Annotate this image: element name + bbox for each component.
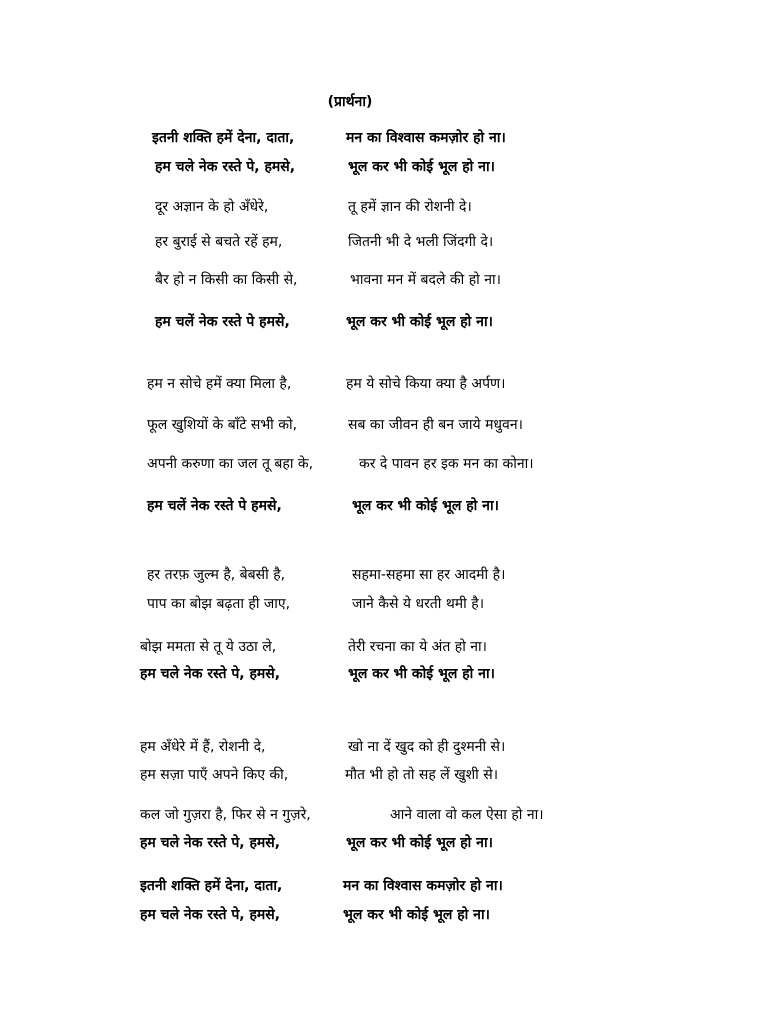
verse-line-right: भूल कर भी कोई भूल हो ना। bbox=[348, 159, 495, 175]
verse-line-right: भूल कर भी कोई भूल हो ना। bbox=[352, 498, 499, 514]
verse-line-left: हम चले नेक रस्ते पे, हमसे, bbox=[140, 666, 281, 682]
verse-line-left: फूल खुशियों के बाँटे सभी को, bbox=[147, 417, 298, 433]
verse-line bbox=[0, 904, 768, 926]
verse-line bbox=[0, 564, 768, 586]
verse-line-right: सहमा-सहमा सा हर आदमी है। bbox=[352, 567, 506, 583]
verse-line-left: बोझ ममता से तू ये उठा ले, bbox=[140, 639, 277, 655]
verse-line-left: हम न सोचे हमें क्या मिला है, bbox=[147, 376, 292, 392]
page-title: (प्रार्थना) bbox=[327, 94, 373, 110]
verse-line-left: हम चले नेक रस्ते पे, हमसे, bbox=[155, 159, 296, 175]
verse-line bbox=[0, 156, 768, 178]
verse-line bbox=[0, 414, 768, 436]
verse-line bbox=[0, 875, 768, 897]
verse-line-left: हम सज़ा पाएँ अपने किए की, bbox=[140, 767, 289, 783]
verse-line bbox=[0, 804, 768, 826]
verse-line-left: हम चलें नेक रस्ते पे हमसे, bbox=[147, 498, 282, 514]
verse-line bbox=[0, 311, 768, 333]
verse-line-right: कर दे पावन हर इक मन का कोना। bbox=[359, 456, 534, 472]
verse-line-left: हम चले नेक रस्ते पे, हमसे, bbox=[140, 907, 281, 923]
verse-line bbox=[0, 636, 768, 658]
verse-line-right: भूल कर भी कोई भूल हो ना। bbox=[346, 835, 493, 851]
verse-line-right: तू हमें ज्ञान की रोशनी दे। bbox=[348, 199, 472, 215]
verse-line bbox=[0, 196, 768, 218]
verse-line bbox=[0, 736, 768, 758]
verse-line-right: मन का विश्वास कमज़ोर हो ना। bbox=[346, 130, 506, 146]
verse-line bbox=[0, 663, 768, 685]
verse-line bbox=[0, 593, 768, 615]
verse-line-right: भावना मन में बदले की हो ना। bbox=[350, 272, 501, 288]
verse-line-left: दूर अज्ञान के हो अँधेरे, bbox=[155, 199, 269, 215]
verse-line-right: जाने कैसे ये धरती थमी है। bbox=[352, 596, 484, 612]
verse-line-right: आने वाला वो कल ऐसा हो ना। bbox=[390, 807, 544, 823]
verse-line-left: पाप का बोझ बढ़ता ही जाए, bbox=[147, 596, 291, 612]
verse-line bbox=[0, 495, 768, 517]
verse-line-left: कल जो गुज़रा है, फिर से न गुज़रे, bbox=[140, 807, 311, 823]
verse-line-right: भूल कर भी कोई भूल हो ना। bbox=[343, 907, 490, 923]
verse-line-right: मौत भी हो तो सह लें खुशी से। bbox=[345, 767, 499, 783]
verse-line bbox=[0, 127, 768, 149]
verse-line-left: अपनी करुणा का जल तू बहा के, bbox=[147, 456, 314, 472]
verse-line bbox=[0, 832, 768, 854]
verse-line-right: हम ये सोचे किया क्या है अर्पण। bbox=[346, 376, 506, 392]
verse-line bbox=[0, 453, 768, 475]
verse-line bbox=[0, 231, 768, 253]
verse-line bbox=[0, 373, 768, 395]
verse-line-right: मन का विश्वास कमज़ोर हो ना। bbox=[343, 878, 503, 894]
verse-line-right: भूल कर भी कोई भूल हो ना। bbox=[346, 314, 493, 330]
verse-line-left: हर बुराई से बचते रहें हम, bbox=[155, 234, 283, 250]
verse-line-right: जितनी भी दे भली जिंदगी दे। bbox=[348, 234, 494, 250]
verse-line-left: इतनी शक्ति हमें देना, दाता, bbox=[152, 130, 295, 146]
verse-line-left: बैर हो न किसी का किसी से, bbox=[155, 272, 298, 288]
verse-line-right: भूल कर भी कोई भूल हो ना। bbox=[348, 666, 495, 682]
verse-line-right: खो ना दें खुद को ही दुश्मनी से। bbox=[348, 739, 506, 755]
verse-line bbox=[0, 269, 768, 291]
verse-line bbox=[0, 764, 768, 786]
verse-line-left: हम अँधेरे में हैं, रोशनी दे, bbox=[140, 739, 266, 755]
verse-line-left: हम चलें नेक रस्ते पे हमसे, bbox=[155, 314, 290, 330]
verse-line-left: इतनी शक्ति हमें देना, दाता, bbox=[140, 878, 283, 894]
verse-line-left: हम चले नेक रस्ते पे, हमसे, bbox=[140, 835, 281, 851]
verse-line-right: सब का जीवन ही बन जाये मधुवन। bbox=[348, 417, 523, 433]
verse-line-right: तेरी रचना का ये अंत हो ना। bbox=[348, 639, 487, 655]
verse-line-left: हर तरफ़ जुल्म है, बेबसी है, bbox=[147, 567, 286, 583]
